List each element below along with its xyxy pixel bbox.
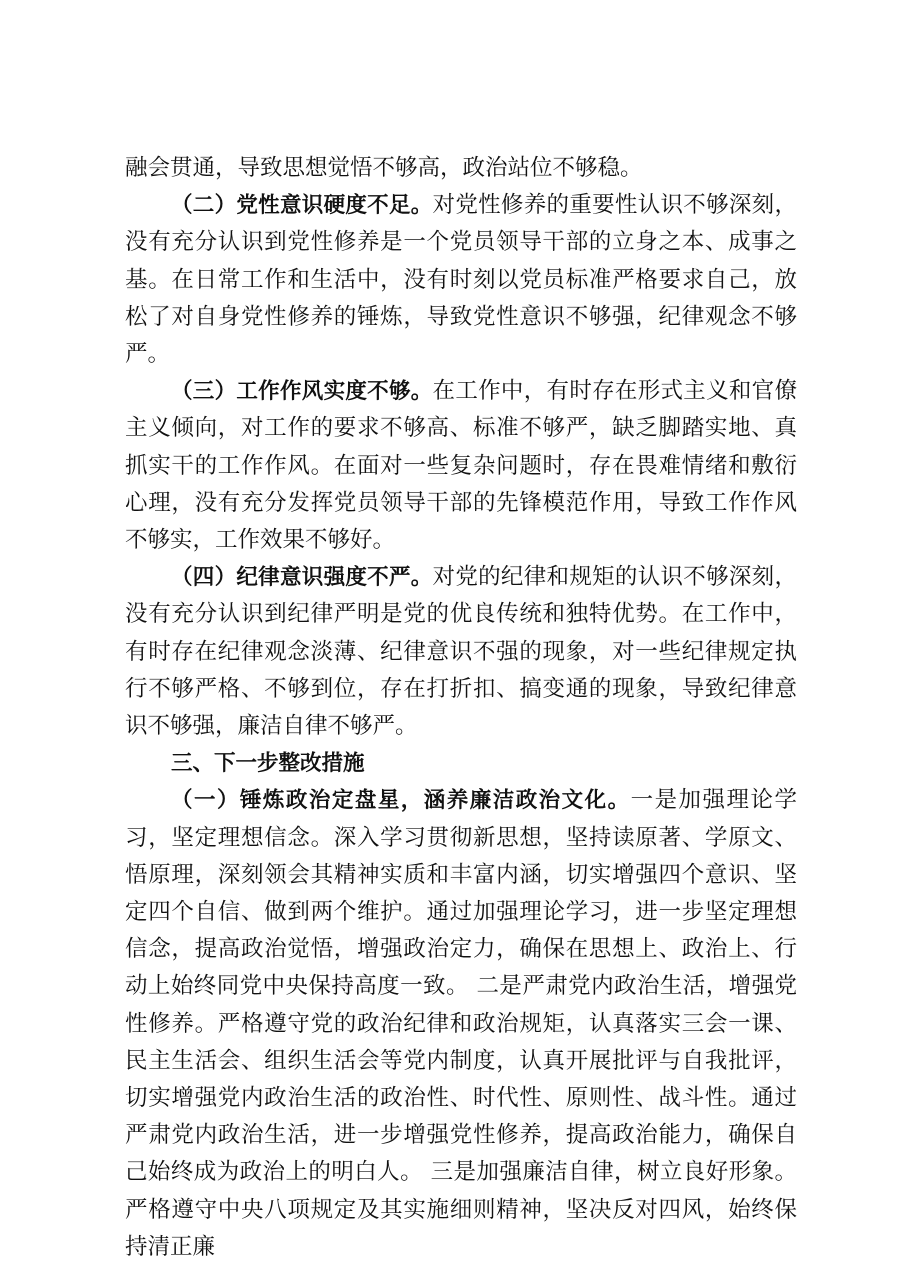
paragraph-lead: （一）锤炼政治定盘星，涵养廉洁政治文化。	[171, 788, 631, 814]
paragraph-text: 对党性修养的重要性认识不够深刻，没有充分认识到党性修养是一个党员领导干部的立身之本、成事之基。在日常工作和生活中，没有时刻以党员标准严格要求自己，放松了对自身党性修养的锤炼，导致党性意识不够强，纪律观念不够严。	[125, 192, 797, 368]
paragraph-text: 在工作中，有时存在形式主义和官僚主义倾向，对工作的要求不够高、标准不够严，缺乏脚踏实地、真抓实干的工作作风。在面对一些复杂问题时，存在畏难情绪和敷衍心理，没有充分发挥党员领导干部的先锋模范作用，导致工作作风不够实，工作效果不够好。	[125, 378, 797, 554]
paragraph-continuation: 融会贯通，导致思想觉悟不够高，政治站位不够稳。	[125, 155, 643, 181]
paragraph-text: 一是加强理论学习，坚定理想信念。深入学习贯彻新思想，坚持读原著、学原文、悟原理，深刻领会其精神实质和丰富内涵，切实增强四个意识、坚定四个自信、做到两个维护。通过加强理论学习，进一步坚定理想信念，提高政治觉悟，增强政治定力，确保在思想上、政治上、行动上始终同党中央保持高度一致。 二是严肃党内政治生活，增强党性修养。严格遵守党的政治纪律和政治规矩，认真落实三会一课、民主生活会、组织生活会等党内制度，认真开展批评与自我批评，切实增强党内政治生活的政治性、时代性、原则性、战斗性。通过严肃党内政治生活，进一步增强党性修养，提高政治能力，确保自己始终成为政治上的明白人。 三是加强廉洁自律，树立良好形象。严格遵守中央八项规定及其实施细则精神，坚决反对四风，始终保持清正廉	[125, 787, 797, 1260]
paragraph-lead: （三）工作作风实度不够。	[171, 379, 433, 405]
document-body	[125, 150, 797, 1266]
paragraph-measures	[125, 782, 797, 1266]
section-heading: 三、下一步整改措施	[171, 751, 365, 777]
paragraph-discipline	[125, 559, 797, 745]
paragraph-text: 对党的纪律和规矩的认识不够深刻，没有充分认识到纪律严明是党的优良传统和独特优势。在工作中，有时存在纪律观念淡薄、纪律意识不强的现象，对一些纪律规定执行不够严格、不够到位，存在打折扣、搞变通的现象，导致纪律意识不够强，廉洁自律不够严。	[125, 564, 797, 740]
paragraph-lead: （二）党性意识硬度不足。	[171, 193, 433, 219]
paragraph-party-spirit	[125, 187, 797, 373]
paragraph-work-style	[125, 373, 797, 559]
paragraph-lead: （四）纪律意识强度不严。	[171, 565, 433, 591]
